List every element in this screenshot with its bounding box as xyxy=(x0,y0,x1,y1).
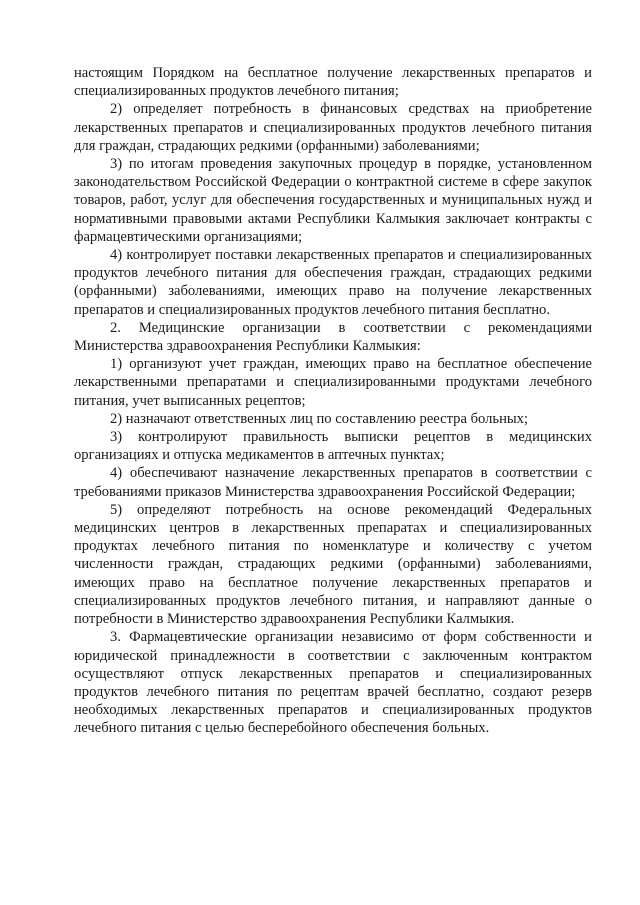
paragraph-item-2-5: 5) определяют потребность на основе рекомендаций Федеральных медицинских центров в лекарственных препаратах и специализированных продуктах лечебного питания по номенклатуре и количеству с учетом численности граждан, страдающих редкими (орфанными) заболеваниями, имеющих право на бесплатное получение лекарственных препаратов и специализированных продуктов лечебного питания, и направляют данные о потребности в Министерство здравоохранения Республики Калмыкия. xyxy=(74,501,592,628)
paragraph-section-2: 2. Медицинские организации в соответствии с рекомендациями Министерства здравоохранения Республики Калмыкия: xyxy=(74,319,592,355)
paragraph-item-2-3: 3) контролируют правильность выписки рецептов в медицинских организациях и отпуска медикаментов в аптечных пунктах; xyxy=(74,429,592,464)
paragraph-item-2-2: 2) назначают ответственных лиц по составлению реестра больных; xyxy=(110,410,529,427)
paragraph-item-1-3: 3) по итогам проведения закупочных процедур в порядке, установленном законодательством Российской Федерации о контрактной системе в сфере закупок товаров, работ, услуг для обеспечения государственных и муниципальных нужд и нормативными правовыми актами Республики Калмыкия заключает контракты с фармацевтическими организациями; xyxy=(74,156,592,245)
paragraph-item-1-2: 2) определяет потребность в финансовых средствах на приобретение лекарственных препаратов и специализированных продуктов лечебного питания для граждан, страдающих редкими (орфанными) заболеваниями; xyxy=(74,101,592,154)
paragraph-item-2-1: 1) организуют учет граждан, имеющих право на бесплатное обеспечение лекарственными препаратами и специализированными продуктами лечебного питания, учет выписанных рецептов; xyxy=(74,356,592,409)
paragraph-section-3: 3. Фармацевтические организации независимо от форм собственности и юридической принадлежности в соответствии с заключенным контрактом осуществляют отпуск лекарственных препаратов и специализированных продуктов лечебного питания по рецептам врачей бесплатно, создают резерв необходимых лекарственных препаратов и специализированных продуктов лечебного питания с целью бесперебойного обеспечения больных. xyxy=(74,629,592,737)
document-page xyxy=(74,64,592,738)
paragraph-item-2-4: 4) обеспечивают назначение лекарственных препаратов в соответствии с требованиями приказов Министерства здравоохранения Российской Федерации; xyxy=(74,465,592,500)
paragraph-item-1-4: 4) контролирует поставки лекарственных препаратов и специализированных продуктов лечебного питания для обеспечения граждан, страдающих редкими (орфанными) заболеваниями, имеющих право на получение лекарственных препаратов и специализированных продуктов лечебного питания бесплатно. xyxy=(74,247,592,318)
paragraph-continuation: настоящим Порядком на бесплатное получение лекарственных препаратов и специализированных продуктов лечебного питания; xyxy=(74,65,592,100)
